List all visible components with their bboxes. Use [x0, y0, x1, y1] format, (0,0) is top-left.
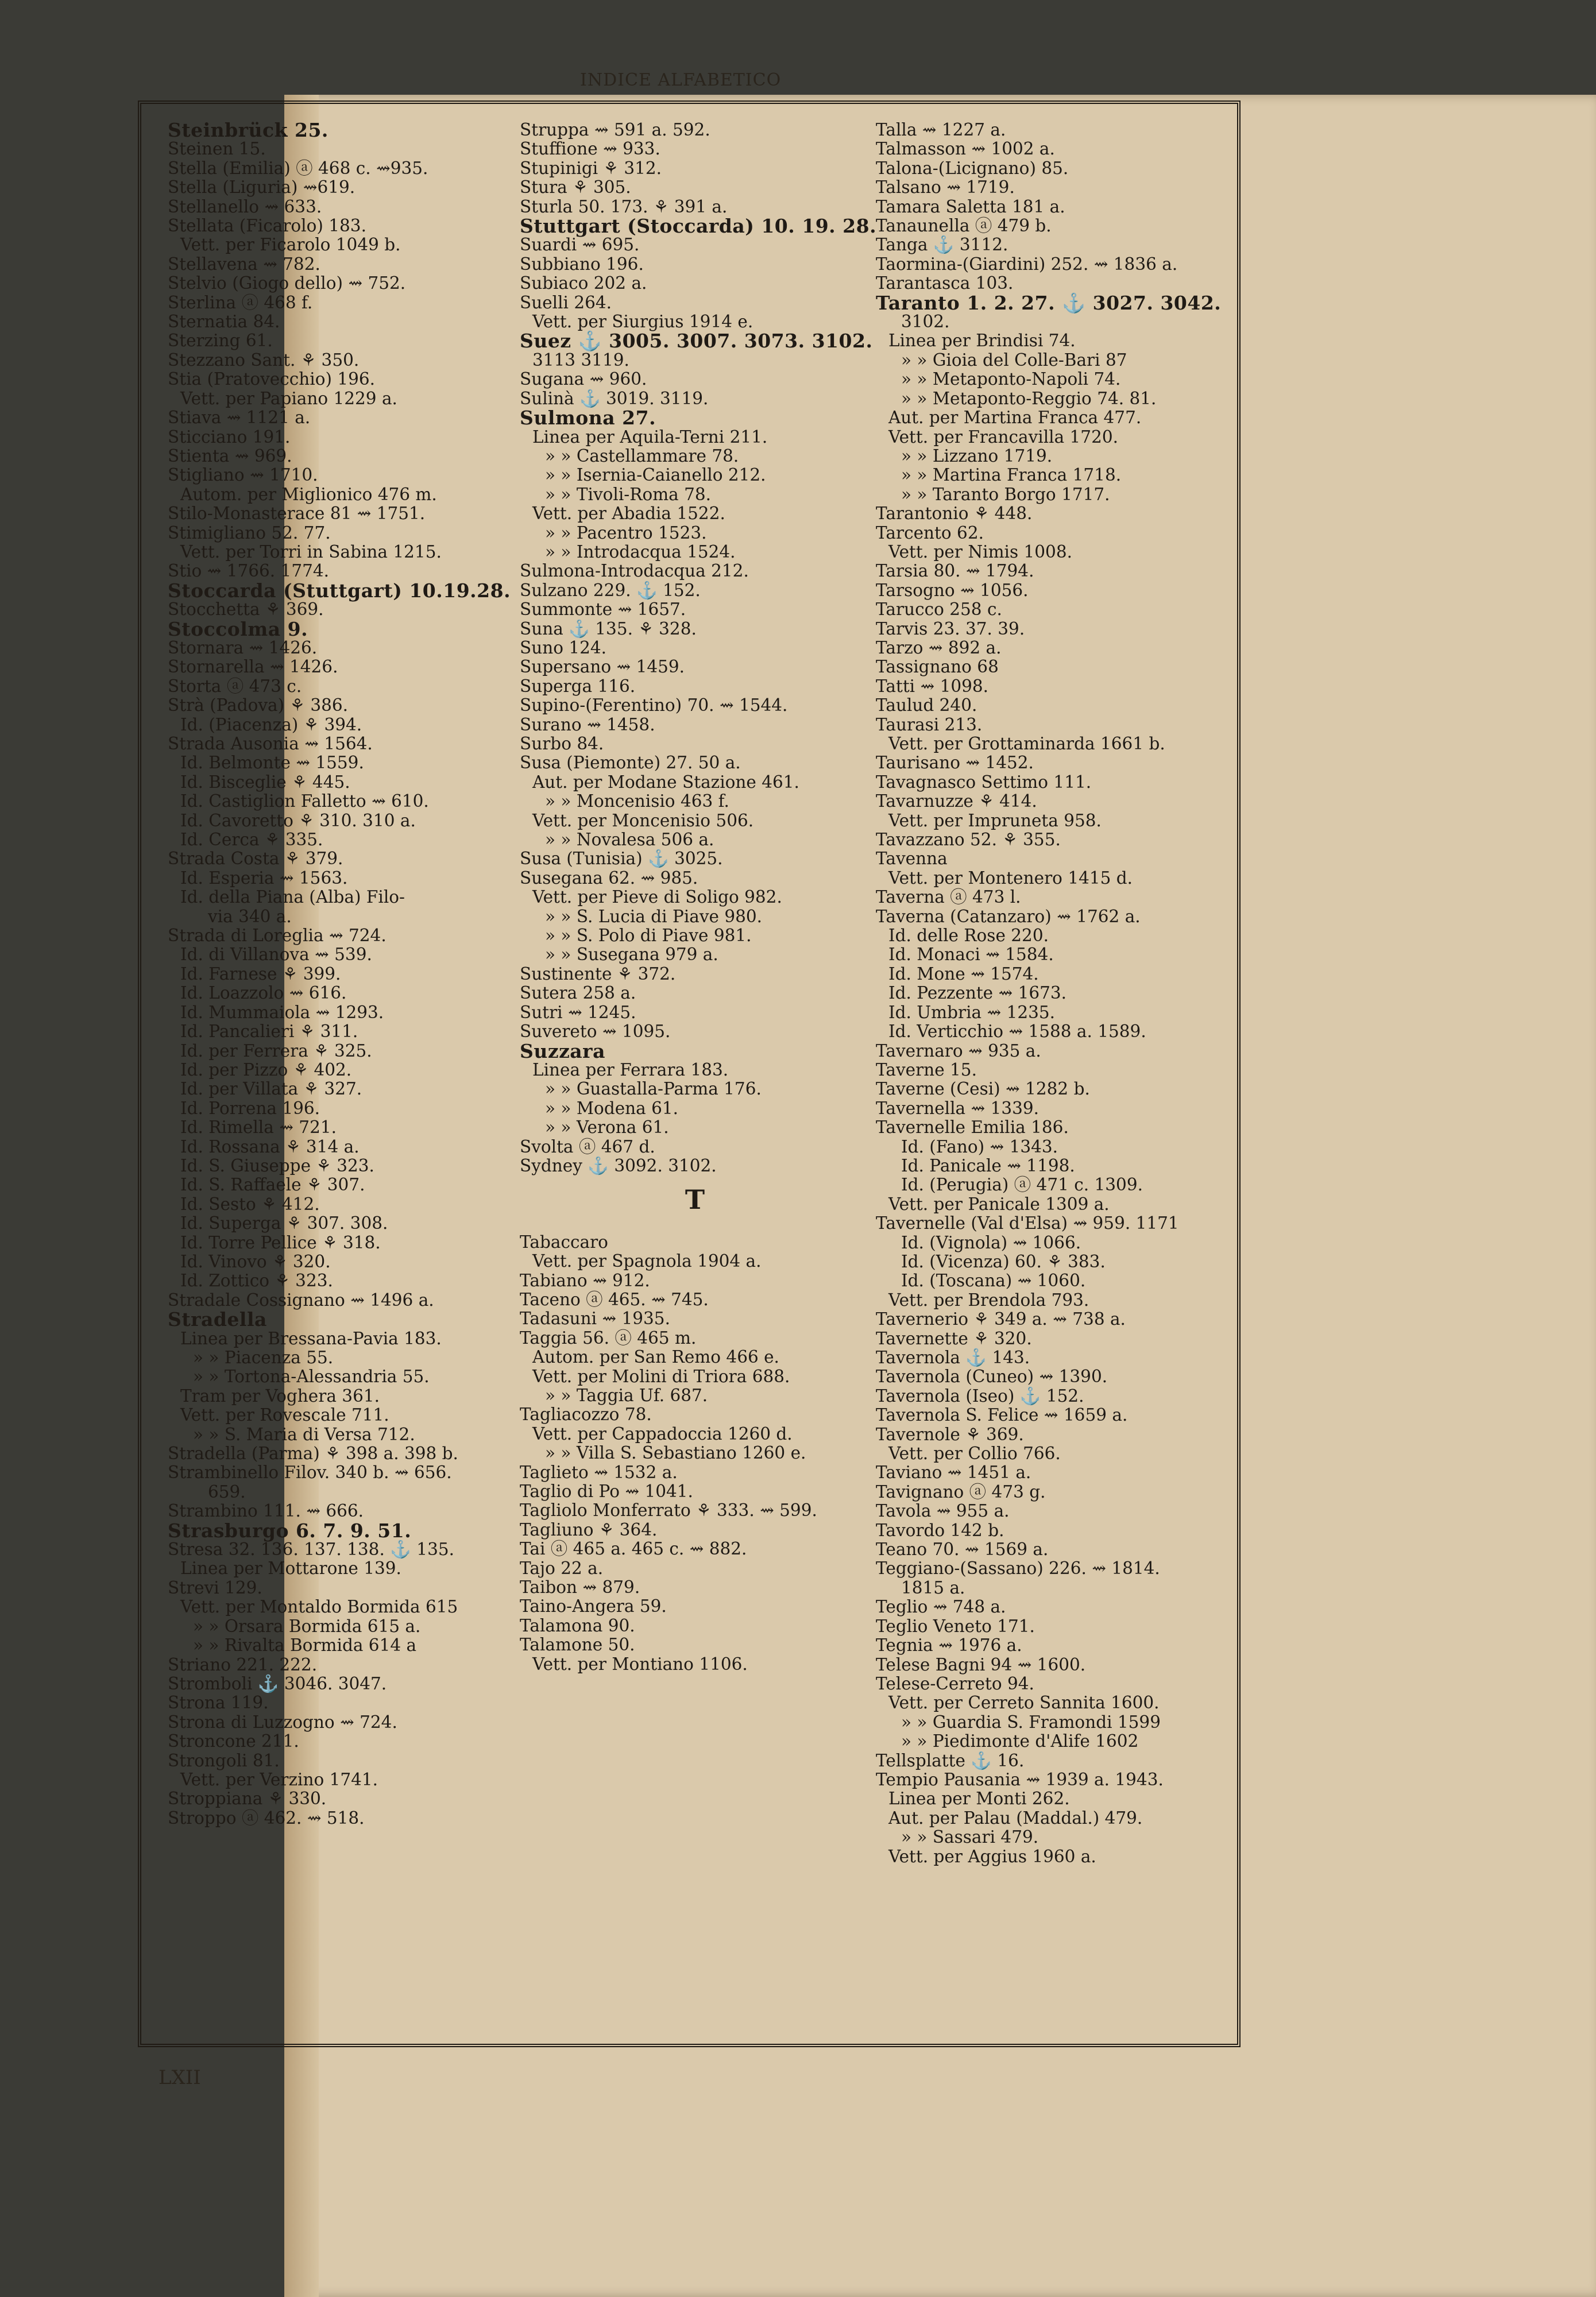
index-column-3: [876, 121, 1238, 1866]
index-entry: Id. Pezzente ⇝ 1673.: [888, 983, 1067, 1003]
index-entry: Sustinente ⚘ 372.: [520, 964, 676, 984]
index-entry: Suna ⚓ 135. ⚘ 328.: [520, 618, 697, 639]
index-entry: Tram per Voghera 361.: [180, 1386, 380, 1406]
index-entry: Strà (Padova) ⚘ 386.: [168, 695, 349, 716]
index-entry: Strambino 111. ⇝ 666.: [168, 1501, 364, 1521]
index-entry: » » Metaponto-Reggio 74. 81.: [901, 388, 1157, 408]
index-entry: » » Taggia Uf. 687.: [545, 1386, 708, 1405]
index-entry: Id. (Piacenza) ⚘ 394.: [180, 714, 362, 734]
index-entry: Id. Loazzolo ⇝ 616.: [180, 983, 347, 1003]
index-entry: » » Piedimonte d'Alife 1602: [901, 1731, 1139, 1751]
index-entry: » » Martina Franca 1718.: [901, 465, 1122, 485]
index-entry: Sternatia 84.: [168, 312, 280, 332]
index-entry: Vett. per Abadia 1522.: [532, 504, 725, 524]
index-entry: Suelli 264.: [520, 292, 612, 312]
index-entry: Id. per Villata ⚘ 327.: [180, 1079, 362, 1099]
index-entry: via 340 a.: [208, 906, 292, 926]
index-entry: Vett. per Brendola 793.: [888, 1290, 1089, 1310]
index-entry: Tavernella ⇝ 1339.: [876, 1098, 1039, 1118]
index-entry: Sturla 50. 173. ⚘ 391 a.: [520, 196, 728, 216]
index-entry: Tavarnuzze ⚘ 414.: [876, 791, 1037, 811]
index-entry: Steinen 15.: [168, 139, 266, 159]
index-entry: » » Villa S. Sebastiano 1260 e.: [545, 1443, 806, 1463]
index-entry: Sutri ⇝ 1245.: [520, 1002, 636, 1022]
index-entry: Id. delle Rose 220.: [888, 926, 1049, 946]
index-entry: Id. Vinovo ⚘ 320.: [180, 1251, 331, 1271]
index-entry: Stellavena ⇝ 782.: [168, 254, 320, 274]
index-entry: Tarsogno ⇝ 1056.: [876, 580, 1029, 600]
index-entry: » » Tortona-Alessandria 55.: [193, 1367, 430, 1387]
index-entry: Telese-Cerreto 94.: [876, 1673, 1034, 1693]
index-entry: Id. (Perugia) ⓐ 471 c. 1309.: [901, 1175, 1143, 1195]
index-entry: Strongoli 81.: [168, 1750, 280, 1770]
index-entry: Id. Panicale ⇝ 1198.: [901, 1155, 1075, 1175]
index-entry: » » S. Polo di Piave 981.: [545, 926, 752, 946]
index-entry: » » Lizzano 1719.: [901, 446, 1053, 466]
index-entry: Sulmona 27.: [520, 407, 656, 430]
index-entry: Summonte ⇝ 1657.: [520, 600, 686, 620]
index-entry: Vett. per Aggius 1960 a.: [888, 1846, 1096, 1866]
index-entry: Id. Rimella ⇝ 721.: [180, 1117, 337, 1138]
index-entry: Sulmona-Introdacqua 212.: [520, 561, 749, 581]
index-entry: Sugana ⇝ 960.: [520, 369, 647, 389]
index-entry: Strada di Loreglia ⇝ 724.: [168, 926, 387, 946]
index-entry: Id. Umbria ⇝ 1235.: [888, 1002, 1056, 1022]
index-entry: Suno 124.: [520, 637, 607, 658]
index-entry: » » Metaponto-Napoli 74.: [901, 369, 1121, 389]
index-entry: Linea per Mottarone 139.: [180, 1559, 401, 1579]
index-entry: Talamona 90.: [520, 1615, 635, 1635]
index-entry: Surano ⇝ 1458.: [520, 714, 655, 734]
index-entry: Tarantasca 103.: [876, 273, 1014, 293]
index-entry: Tadasuni ⇝ 1935.: [520, 1309, 670, 1329]
index-entry: Stuffione ⇝ 933.: [520, 139, 660, 159]
index-entry: Telese Bagni 94 ⇝ 1600.: [876, 1654, 1086, 1675]
index-entry: Vett. per Pieve di Soligo 982.: [532, 887, 782, 907]
index-entry: Talmasson ⇝ 1002 a.: [876, 139, 1055, 159]
index-entry: Id. Esperia ⇝ 1563.: [180, 868, 348, 888]
index-entry: » » Pacentro 1523.: [545, 523, 707, 543]
index-entry: Talsano ⇝ 1719.: [876, 177, 1015, 198]
index-entry: » » Guastalla-Parma 176.: [545, 1079, 762, 1099]
index-entry: Sterlina ⓐ 468 f.: [168, 292, 313, 312]
index-entry: Taverna ⓐ 473 l.: [876, 887, 1021, 907]
index-entry: Tavordo 142 b.: [876, 1520, 1004, 1540]
index-entry: Id. per Ferrera ⚘ 325.: [180, 1041, 372, 1061]
index-entry: » » Taranto Borgo 1717.: [901, 484, 1110, 504]
index-entry: Id. Pancalieri ⚘ 311.: [180, 1022, 358, 1042]
index-entry: Stoccolma 9.: [168, 617, 308, 640]
index-entry: Autom. per San Remo 466 e.: [532, 1347, 779, 1367]
index-entry: Suvereto ⇝ 1095.: [520, 1022, 671, 1042]
index-entry: Tavignano ⓐ 473 g.: [876, 1482, 1046, 1502]
index-entry: Stornara ⇝ 1426.: [168, 637, 318, 658]
index-entry: Id. della Piana (Alba) Filo-: [180, 887, 405, 907]
index-entry: Taurisano ⇝ 1452.: [876, 753, 1034, 773]
index-entry: Strona 119.: [168, 1693, 269, 1713]
index-entry: Tarvis 23. 37. 39.: [876, 618, 1025, 639]
index-entry: Subbiano 196.: [520, 254, 644, 274]
index-entry: Tarsia 80. ⇝ 1794.: [876, 561, 1034, 581]
index-entry: Taglio di Po ⇝ 1041.: [520, 1482, 693, 1502]
index-entry: Sulzano 229. ⚓ 152.: [520, 580, 701, 600]
index-entry: » » Susegana 979 a.: [545, 945, 718, 965]
index-entry: Strambinello Filov. 340 b. ⇝ 656.: [168, 1463, 452, 1483]
index-entry: Taggia 56. ⓐ 465 m.: [520, 1328, 697, 1348]
index-entry: Vett. per Papiano 1229 a.: [180, 388, 397, 408]
index-entry: Vett. per Torri in Sabina 1215.: [180, 542, 442, 562]
index-entry: Taulud 240.: [876, 695, 977, 716]
index-entry: Stiava ⇝ 1121 a.: [168, 408, 311, 428]
index-entry: Striano 221. 222.: [168, 1654, 318, 1675]
index-entry: Strasburgo 6. 7. 9. 51.: [168, 1519, 412, 1542]
index-entry: Vett. per Cerreto Sannita 1600.: [888, 1693, 1160, 1713]
index-entry: Stelvio (Giogo dello) ⇝ 752.: [168, 273, 406, 293]
page-header: INDICE ALFABETICO: [580, 70, 782, 90]
index-entry: Id. (Vicenza) 60. ⚘ 383.: [901, 1251, 1106, 1271]
index-entry: Sticciano 191.: [168, 427, 291, 447]
index-entry: Tai ⓐ 465 a. 465 c. ⇝ 882.: [520, 1539, 747, 1559]
index-entry: Taceno ⓐ 465. ⇝ 745.: [520, 1289, 709, 1309]
index-entry: Tavernola (Iseo) ⚓ 152.: [876, 1386, 1084, 1406]
index-entry: Tajo 22 a.: [520, 1558, 604, 1578]
index-entry: Vett. per Grottaminarda 1661 b.: [888, 734, 1165, 753]
index-entry: Id. Bisceglie ⚘ 445.: [180, 772, 350, 792]
index-entry: Tarzo ⇝ 892 a.: [876, 637, 1002, 658]
index-column-2: [520, 120, 877, 1674]
index-entry: Stellanello ⇝ 633.: [168, 196, 322, 216]
index-entry: Talla ⇝ 1227 a.: [876, 120, 1006, 140]
index-entry: Tavernaro ⇝ 935 a.: [876, 1041, 1041, 1061]
index-entry: Vett. per Montenero 1415 d.: [888, 868, 1133, 888]
index-entry: Teglio ⇝ 748 a.: [876, 1597, 1006, 1617]
index-entry: Stoccarda (Stuttgart) 10.19.28.: [168, 579, 511, 602]
index-entry: Suzzara: [520, 1039, 605, 1062]
index-column-1: [168, 121, 524, 1828]
index-entry: Tamara Saletta 181 a.: [876, 196, 1065, 216]
index-entry: Aut. per Martina Franca 477.: [888, 408, 1142, 428]
index-entry: Id. (Vignola) ⇝ 1066.: [901, 1232, 1081, 1252]
index-entry: Id. Farnese ⚘ 399.: [180, 964, 341, 984]
index-entry: Id. (Fano) ⇝ 1343.: [901, 1136, 1058, 1157]
index-entry: Id. Torre Pellice ⚘ 318.: [180, 1232, 381, 1252]
index-entry: Taverne (Cesi) ⇝ 1282 b.: [876, 1079, 1090, 1099]
index-entry: » » Rivalta Bormida 614 a: [193, 1635, 417, 1656]
index-entry: Tavernola S. Felice ⇝ 1659 a.: [876, 1405, 1128, 1425]
index-entry: Talamone 50.: [520, 1635, 635, 1655]
index-entry: Tavernerio ⚘ 349 a. ⇝ 738 a.: [876, 1309, 1126, 1329]
index-entry: Autom. per Miglionico 476 m.: [180, 484, 437, 504]
page-number: LXII: [159, 2066, 201, 2089]
index-entry: Supersano ⇝ 1459.: [520, 657, 685, 677]
index-entry: Vett. per Rovescale 711.: [180, 1405, 389, 1425]
index-entry: Sterzing 61.: [168, 331, 273, 351]
index-entry: Aut. per Modane Stazione 461.: [532, 772, 799, 792]
index-entry: Stradale Cossignano ⇝ 1496 a.: [168, 1290, 434, 1310]
index-entry: Taurasi 213.: [876, 714, 983, 734]
index-entry: Teggiano-(Sassano) 226. ⇝ 1814.: [876, 1559, 1160, 1579]
index-entry: Vett. per Ficarolo 1049 b.: [180, 235, 401, 255]
index-entry: » » Sassari 479.: [901, 1827, 1039, 1847]
index-entry: Tagliacozzo 78.: [520, 1405, 652, 1425]
index-entry: » » Tivoli-Roma 78.: [545, 484, 712, 504]
index-entry: Stellata (Ficarolo) 183.: [168, 216, 366, 236]
index-entry: » » Orsara Bormida 615 a.: [193, 1616, 421, 1636]
index-entry: Id. Verticchio ⇝ 1588 a. 1589.: [888, 1022, 1146, 1042]
index-entry: Teano 70. ⇝ 1569 a.: [876, 1540, 1049, 1560]
index-entry: Taverne 15.: [876, 1059, 977, 1080]
index-entry: Suardi ⇝ 695.: [520, 235, 640, 255]
index-entry: Taormina-(Giardini) 252. ⇝ 1836 a.: [876, 254, 1178, 274]
index-entry: Linea per Bressana-Pavia 183.: [180, 1328, 442, 1348]
index-entry: Id. Cerca ⚘ 335.: [180, 830, 323, 850]
index-entry: Taglieto ⇝ 1532 a.: [520, 1462, 678, 1482]
index-entry: Stura ⚘ 305.: [520, 177, 631, 198]
index-entry: Sydney ⚓ 3092. 3102.: [520, 1155, 717, 1175]
index-entry: Tanaunella ⓐ 479 b.: [876, 216, 1052, 236]
index-entry: Id. Superga ⚘ 307. 308.: [180, 1213, 388, 1233]
index-entry: » » Modena 61.: [545, 1098, 679, 1118]
index-entry: » » Guardia S. Framondi 1599: [901, 1712, 1161, 1732]
index-entry: Strevi 129.: [168, 1577, 262, 1598]
index-entry: » » Moncenisio 463 f.: [545, 791, 729, 811]
index-entry: Stornarella ⇝ 1426.: [168, 657, 338, 677]
index-entry: Strada Costa ⚘ 379.: [168, 849, 343, 869]
index-entry: Id. (Toscana) ⇝ 1060.: [901, 1271, 1086, 1291]
index-entry: » » Novalesa 506 a.: [545, 830, 714, 850]
index-entry: Vett. per Francavilla 1720.: [888, 427, 1118, 447]
index-entry: Tabaccaro: [520, 1232, 608, 1252]
index-entry: Sulinà ⚓ 3019. 3119.: [520, 388, 709, 408]
index-entry: Stroppo ⓐ 462. ⇝ 518.: [168, 1808, 365, 1828]
index-entry: Strona di Luzzogno ⇝ 724.: [168, 1712, 397, 1732]
index-entry: Struppa ⇝ 591 a. 592.: [520, 120, 710, 140]
index-entry: Id. Rossana ⚘ 314 a.: [180, 1136, 360, 1157]
index-entry: Taviano ⇝ 1451 a.: [876, 1463, 1031, 1483]
index-entry: Strada Ausonia ⇝ 1564.: [168, 734, 373, 753]
index-entry: Tarucco 258 c.: [876, 600, 1002, 620]
index-entry: » » Piacenza 55.: [193, 1348, 334, 1367]
index-entry: Stimigliano 52. 77.: [168, 523, 331, 543]
index-entry: 1815 a.: [901, 1577, 965, 1598]
index-entry: Tarcento 62.: [876, 523, 984, 543]
index-entry: 659.: [208, 1482, 246, 1502]
index-entry: » » Gioia del Colle-Bari 87: [901, 350, 1127, 370]
index-entry: Steinbrück 25.: [168, 119, 329, 141]
index-entry: Vett. per Montiano 1106.: [532, 1654, 748, 1674]
index-entry: Id. Mummaiola ⇝ 1293.: [180, 1002, 384, 1022]
index-entry: Svolta ⓐ 467 d.: [520, 1136, 655, 1157]
index-entry: Tavernola ⚓ 143.: [876, 1348, 1030, 1367]
index-entry: Aut. per Palau (Maddal.) 479.: [888, 1808, 1143, 1828]
index-entry: Taino-Angera 59.: [520, 1596, 667, 1617]
index-entry: Talona-(Licignano) 85.: [876, 158, 1069, 178]
index-entry: Surbo 84.: [520, 734, 604, 753]
index-entry: Tavagnasco Settimo 111.: [876, 772, 1092, 792]
index-entry: Supino-(Ferentino) 70. ⇝ 1544.: [520, 695, 788, 716]
index-entry: Vett. per Verzino 1741.: [180, 1769, 378, 1789]
index-entry: Stuttgart (Stoccarda) 10. 19. 28.: [520, 215, 877, 238]
index-entry: Stroncone 211.: [168, 1731, 299, 1751]
index-entry: » » S. Lucia di Piave 980.: [545, 906, 763, 926]
index-entry: Stupinigi ⚘ 312.: [520, 158, 662, 178]
index-entry: Linea per Ferrara 183.: [532, 1059, 729, 1080]
index-entry: Sutera 258 a.: [520, 983, 636, 1003]
index-entry: Taverna (Catanzaro) ⇝ 1762 a.: [876, 906, 1141, 926]
index-entry: Tavenna: [876, 849, 948, 869]
index-entry: Stienta ⇝ 969.: [168, 446, 292, 466]
index-entry: Id. S. Giuseppe ⚘ 323.: [180, 1155, 374, 1175]
index-entry: Taranto 1. 2. 27. ⚓ 3027. 3042.: [876, 291, 1222, 314]
index-entry: Tavernette ⚘ 320.: [876, 1328, 1032, 1348]
index-entry: Tavernole ⚘ 369.: [876, 1424, 1024, 1444]
index-entry: Tanga ⚓ 3112.: [876, 235, 1008, 255]
index-entry: Tegnia ⇝ 1976 a.: [876, 1635, 1022, 1656]
index-entry: Linea per Aquila-Terni 211.: [532, 427, 768, 447]
index-entry: Stroppiana ⚘ 330.: [168, 1789, 327, 1809]
index-entry: Id. Belmonte ⇝ 1559.: [180, 753, 364, 773]
index-entry: Tatti ⇝ 1098.: [876, 676, 989, 696]
index-entry: Tellsplatte ⚓ 16.: [876, 1750, 1025, 1770]
index-entry: Stella (Emilia) ⓐ 468 c. ⇝935.: [168, 158, 428, 178]
index-entry: Tavazzano 52. ⚘ 355.: [876, 830, 1061, 850]
index-entry: Vett. per Panicale 1309 a.: [888, 1194, 1110, 1214]
index-entry: Stradella: [168, 1308, 267, 1331]
index-entry: Vett. per Impruneta 958.: [888, 810, 1102, 830]
index-entry: Id. Cavoretto ⚘ 310. 310 a.: [180, 810, 416, 830]
index-entry: Stresa 32. 136. 137. 138. ⚓ 135.: [168, 1540, 454, 1560]
index-entry: Stigliano ⇝ 1710.: [168, 465, 318, 485]
index-entry: Storta ⓐ 473 c.: [168, 676, 302, 696]
index-entry: Subiaco 202 a.: [520, 273, 647, 293]
index-entry: Id. per Pizzo ⚘ 402.: [180, 1059, 352, 1080]
index-entry: » » S. Maria di Versa 712.: [193, 1424, 415, 1444]
index-entry: Vett. per Cappadoccia 1260 d.: [532, 1424, 793, 1444]
index-entry: Vett. per Collio 766.: [888, 1444, 1061, 1464]
index-entry: Vett. per Molini di Triora 688.: [532, 1366, 790, 1386]
index-entry: Id. Mone ⇝ 1574.: [888, 964, 1039, 984]
index-entry: Linea per Brindisi 74.: [888, 331, 1076, 351]
index-entry: Id. Monaci ⇝ 1584.: [888, 945, 1054, 965]
index-entry: Tagliolo Monferrato ⚘ 333. ⇝ 599.: [520, 1501, 817, 1521]
index-entry: Stella (Liguria) ⇝619.: [168, 177, 355, 198]
index-entry: Stromboli ⚓ 3046. 3047.: [168, 1673, 387, 1693]
index-entry: Vett. per Nimis 1008.: [888, 542, 1072, 562]
index-entry: Susegana 62. ⇝ 985.: [520, 868, 698, 888]
index-entry: Taibon ⇝ 879.: [520, 1577, 640, 1598]
index-entry: Tassignano 68: [876, 657, 999, 677]
index-entry: Suez ⚓ 3005. 3007. 3073. 3102.: [520, 330, 873, 353]
index-entry: Id. Sesto ⚘ 412.: [180, 1194, 320, 1214]
index-entry: » » Introdacqua 1524.: [545, 542, 736, 562]
index-entry: Id. Zottico ⚘ 323.: [180, 1271, 333, 1291]
index-entry: Stezzano Sant. ⚘ 350.: [168, 350, 360, 370]
index-entry: Id. Castiglion Falletto ⇝ 610.: [180, 791, 429, 811]
index-entry: 3102.: [901, 312, 950, 332]
index-entry: Teglio Veneto 171.: [876, 1616, 1035, 1636]
index-entry: Tagliuno ⚘ 364.: [520, 1519, 658, 1540]
index-entry: Vett. per Siurgius 1914 e.: [532, 312, 753, 332]
index-entry: Tempio Pausania ⇝ 1939 a. 1943.: [876, 1769, 1164, 1789]
index-entry: Susa (Tunisia) ⚓ 3025.: [520, 849, 723, 869]
index-entry: Stia (Pratovecchio) 196.: [168, 369, 376, 389]
index-entry: Tavola ⇝ 955 a.: [876, 1501, 1010, 1521]
index-entry: Id. Porrena 196.: [180, 1098, 320, 1118]
index-entry: Id. S. Raffaele ⚘ 307.: [180, 1175, 365, 1195]
index-entry: » » Isernia-Caianello 212.: [545, 465, 766, 485]
index-entry: Id. di Villanova ⇝ 539.: [180, 945, 372, 965]
index-entry: Tavernola (Cuneo) ⇝ 1390.: [876, 1367, 1108, 1387]
index-entry: » » Castellammare 78.: [545, 446, 739, 466]
index-entry: Tavernelle (Val d'Elsa) ⇝ 959. 1171: [876, 1213, 1179, 1233]
index-entry: Tavernelle Emilia 186.: [876, 1117, 1069, 1138]
index-entry: Stocchetta ⚘ 369.: [168, 600, 324, 620]
index-entry: Vett. per Moncenisio 506.: [532, 810, 754, 830]
index-entry: » » Verona 61.: [545, 1117, 669, 1138]
index-entry: Susa (Piemonte) 27. 50 a.: [520, 753, 741, 773]
index-entry: Stradella (Parma) ⚘ 398 a. 398 b.: [168, 1444, 458, 1464]
index-entry: Tarantonio ⚘ 448.: [876, 504, 1033, 524]
index-entry: Vett. per Montaldo Bormida 615: [180, 1597, 458, 1617]
index-entry: Stio ⇝ 1766. 1774.: [168, 561, 330, 581]
index-entry: Superga 116.: [520, 676, 636, 696]
index-entry: 3113 3119.: [532, 350, 629, 370]
index-entry: Linea per Monti 262.: [888, 1789, 1070, 1809]
index-entry: Vett. per Spagnola 1904 a.: [532, 1251, 762, 1271]
section-letter: T: [685, 1184, 705, 1216]
index-entry: Tabiano ⇝ 912.: [520, 1270, 650, 1290]
index-entry: Stilo-Monasterace 81 ⇝ 1751.: [168, 504, 426, 524]
